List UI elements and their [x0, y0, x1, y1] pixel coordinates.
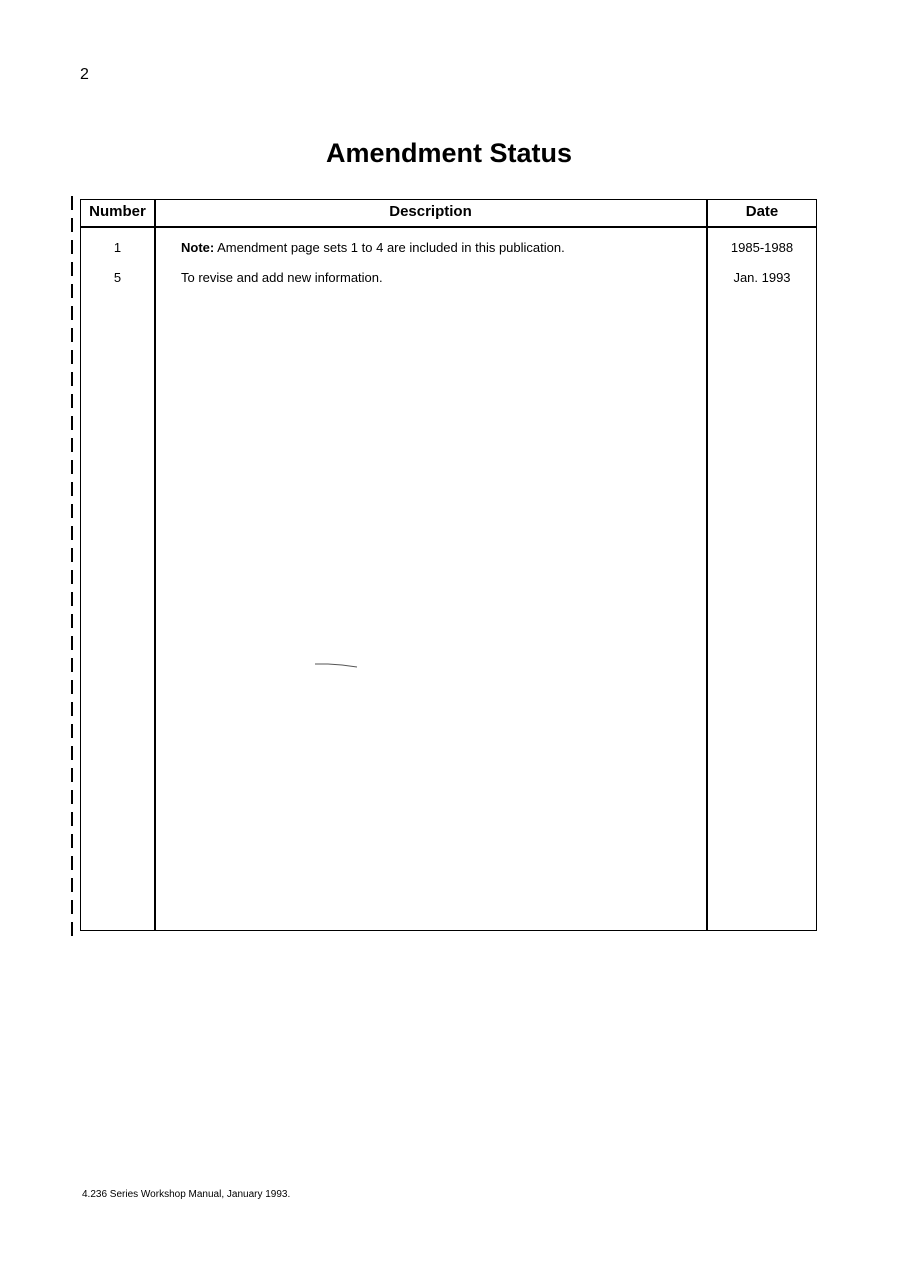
table-row	[81, 270, 816, 290]
stray-pen-mark	[314, 662, 358, 668]
amendment-table	[80, 199, 817, 931]
row-date: 1985-1988	[730, 240, 794, 255]
header-description: Description	[389, 203, 472, 220]
row-date: Jan. 1993	[733, 270, 791, 285]
row-description-text: Amendment page sets 1 to 4 are included in this publication.	[214, 240, 565, 255]
row-number: 1	[113, 240, 122, 255]
note-label: Note:	[181, 240, 215, 255]
footer-text: 4.236 Series Workshop Manual, January 1993.	[82, 1189, 291, 1200]
page-title: Amendment Status	[325, 138, 573, 168]
column-divider-date	[706, 200, 708, 930]
header-number: Number	[89, 203, 146, 220]
change-bar	[71, 196, 73, 940]
header-date: Date	[745, 203, 779, 220]
page-number: 2	[80, 66, 89, 83]
table-row	[81, 240, 816, 260]
row-number: 5	[113, 270, 122, 285]
header-divider	[81, 226, 816, 228]
column-divider-number	[154, 200, 156, 930]
row-description: To revise and add new information.	[181, 270, 383, 285]
row-description	[181, 240, 701, 255]
